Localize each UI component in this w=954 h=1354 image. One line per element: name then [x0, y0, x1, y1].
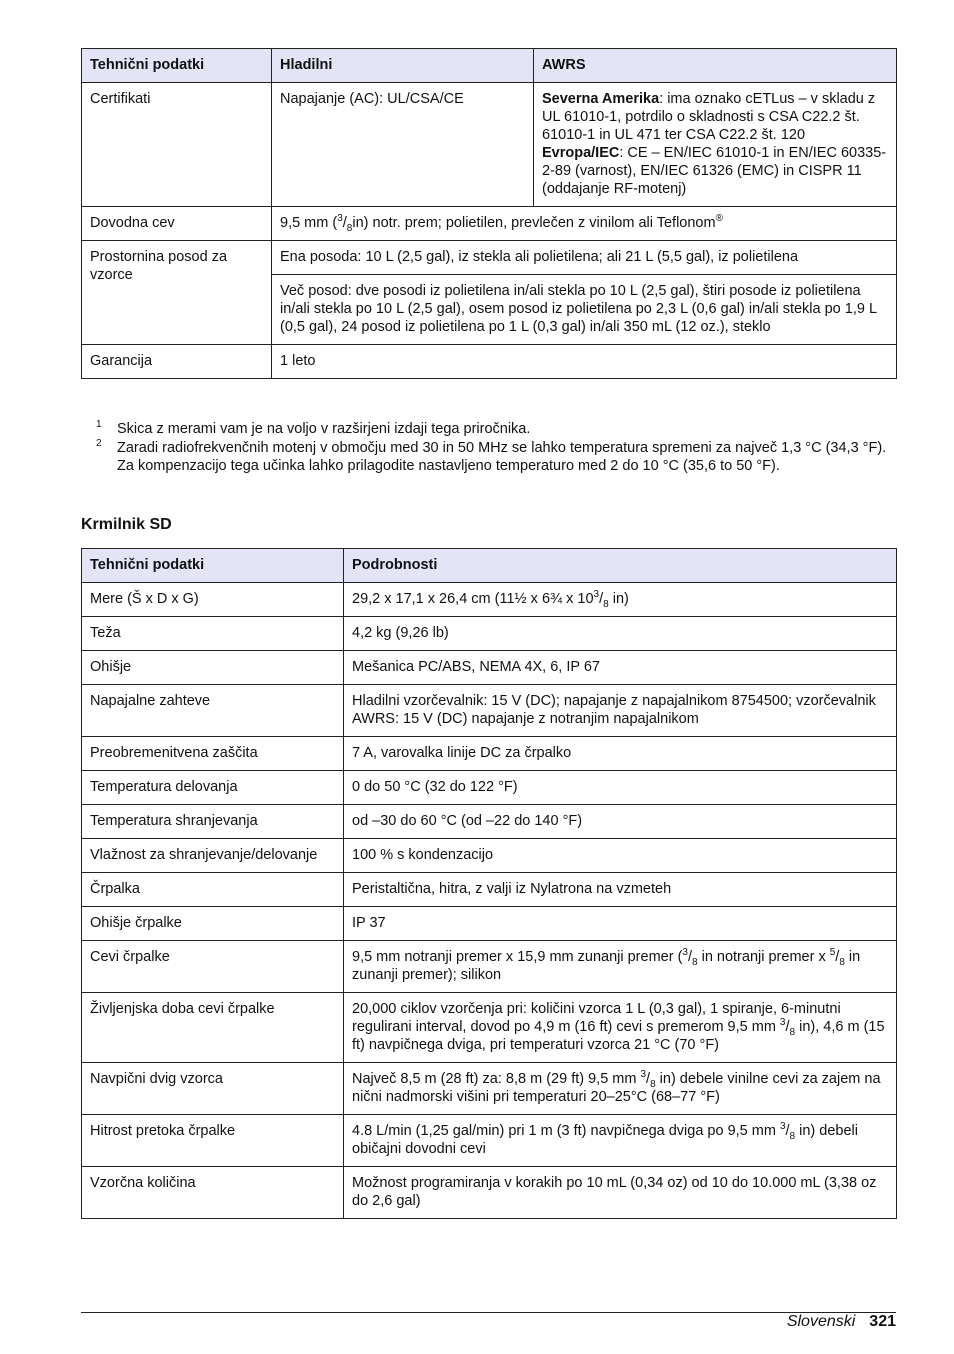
cell-value — [344, 1063, 897, 1115]
table-row — [82, 617, 897, 651]
footnote-text: Skica z merami vam je na voljo v razširjeni izdaji tega priročnika. — [117, 421, 531, 437]
row-label: Ohišje — [82, 651, 344, 685]
region-label: Evropa/IEC — [542, 145, 620, 161]
header-cell: Tehnični podatki — [82, 549, 344, 583]
page-footer — [787, 1313, 896, 1331]
region-label: Severna Amerika — [542, 91, 660, 107]
section-heading: Krmilnik SD — [81, 516, 172, 533]
cell-value — [344, 941, 897, 993]
cell-value: 4,2 kg (9,26 lb) — [344, 617, 897, 651]
table-row — [82, 839, 897, 873]
footnote — [96, 439, 896, 475]
text-part: 29,2 x 17,1 x 26,4 cm (11½ x 6¾ x 10 — [352, 591, 594, 607]
text-part: 20,000 ciklov vzorčenja pri: količini vzorca 1 L (0,3 gal), 1 spiranje, 6-minutni regulirani interval, dovod po 4,9 m (16 ft) cevi s premerom 9,5 mm — [352, 1001, 841, 1035]
row-label: Življenjska doba cevi črpalke — [82, 993, 344, 1063]
fraction-numerator: 3 — [779, 1121, 786, 1133]
footnote-number: 2 — [96, 438, 102, 449]
table-row — [82, 993, 897, 1063]
fraction-denominator: 8 — [839, 956, 845, 968]
fraction-denominator: 8 — [650, 1078, 656, 1090]
fraction-slash: / — [835, 949, 840, 965]
fraction-numerator: 5 — [829, 947, 836, 959]
region-text: : ima oznako cETLus – v skladu z UL 61010-1, potrdilo o skladnosti s CSA C22.2 št. 61010-1 in UL 471 ter CSA C22.2 št. 120 — [542, 91, 876, 143]
cell-value — [344, 993, 897, 1063]
cell-value: Več posod: dve posodi iz polietilena in/ali stekla po 10 L (2,5 gal), štiri posode iz polietilena in/ali stekla po 10 L (2,5 gal), osem posod iz polietilena po 2,3 L (0,6 gal) in/ali stekla po 1,9 L (0,5 gal), 24 posod iz polietilena po 1 L (0,3 gal) in/ali 350 mL (12 oz.), steklo — [272, 275, 897, 345]
cell-value: Mešanica PC/ABS, NEMA 4X, 6, IP 67 — [344, 651, 897, 685]
text-part: 4.8 L/min (1,25 gal/min) pri 1 m (3 ft) navpičnega dviga po 9,5 mm — [352, 1123, 780, 1139]
cell-value: Hladilni vzorčevalnik: 15 V (DC); napajanje z napajalnikom 8754500; vzorčevalnik AWRS: 15 V (DC) napajanje z notranjim napajalnikom — [344, 685, 897, 737]
row-label: Teža — [82, 617, 344, 651]
table-header-row — [82, 49, 897, 83]
fraction-slash: / — [342, 215, 347, 231]
table-row — [82, 873, 897, 907]
row-label: Vlažnost za shranjevanje/delovanje — [82, 839, 344, 873]
fraction-denominator: 8 — [789, 1026, 796, 1038]
text-part: 9,5 mm notranji premer x 15,9 mm zunanji premer ( — [352, 949, 683, 965]
fraction-slash: / — [646, 1071, 651, 1087]
row-label: Črpalka — [82, 873, 344, 907]
fraction-numerator: 3 — [593, 589, 600, 601]
row-label: Napajalne zahteve — [82, 685, 344, 737]
cell-value: Peristaltična, hitra, z valji iz Nylatrona na vzmeteh — [344, 873, 897, 907]
row-label: Dovodna cev — [82, 207, 272, 241]
table-row — [82, 1063, 897, 1115]
text-part: in) — [608, 591, 629, 607]
specs-table-refrigerated-awrs — [81, 48, 897, 379]
text-part: in), 4,6 m (15 ft) navpičnega dviga, pri temperaturi vzorca 21 °C (70 °F) — [352, 1019, 885, 1053]
cell-value: IP 37 — [344, 907, 897, 941]
specs-table-controller — [81, 548, 897, 1219]
text-part: Največ 8,5 m (28 ft) za: 8,8 m (29 ft) 9,5 mm — [352, 1071, 641, 1087]
cell-value: Možnost programiranja v korakih po 10 mL (0,34 oz) od 10 do 10.000 mL (3,38 oz do 2,6 gal) — [344, 1167, 897, 1219]
table-row — [82, 805, 897, 839]
table-row — [82, 241, 897, 275]
row-label: Temperatura shranjevanja — [82, 805, 344, 839]
footnote — [96, 420, 896, 438]
row-label: Ohišje črpalke — [82, 907, 344, 941]
table-header-row — [82, 549, 897, 583]
row-label: Vzorčna količina — [82, 1167, 344, 1219]
table-row — [82, 941, 897, 993]
fraction-numerator: 3 — [337, 213, 343, 225]
row-label: Temperatura delovanja — [82, 771, 344, 805]
row-label: Certifikati — [82, 83, 272, 207]
text-part: in) notr. prem; polietilen, prevlečen z vinilom ali Teflonom — [352, 215, 716, 231]
table-row — [82, 907, 897, 941]
table-row — [82, 583, 897, 617]
fraction-denominator: 8 — [692, 956, 698, 968]
header-cell: AWRS — [534, 49, 897, 83]
cell-value — [344, 583, 897, 617]
cell-value — [272, 207, 897, 241]
table-row — [82, 737, 897, 771]
row-label: Cevi črpalke — [82, 941, 344, 993]
row-label: Navpični dvig vzorca — [82, 1063, 344, 1115]
fraction-slash: / — [599, 591, 604, 607]
text-part: in) debeli običajni dovodni cevi — [352, 1123, 858, 1157]
fraction-slash: / — [785, 1123, 790, 1139]
cell-value: Napajanje (AC): UL/CSA/CE — [272, 83, 534, 207]
table-row — [82, 207, 897, 241]
cell-value: 100 % s kondenzacijo — [344, 839, 897, 873]
fraction-slash: / — [687, 949, 692, 965]
text-part: in notranji premer x — [697, 949, 830, 965]
table-row — [82, 345, 897, 379]
page-number: 321 — [869, 1313, 896, 1330]
header-cell: Podrobnosti — [344, 549, 897, 583]
text-part: in zunanji premer); silikon — [352, 949, 861, 983]
cell-value: 0 do 50 °C (32 do 122 °F) — [344, 771, 897, 805]
table-row — [82, 685, 897, 737]
cell-value: od –30 do 60 °C (od –22 do 140 °F) — [344, 805, 897, 839]
cell-value — [534, 83, 897, 207]
fraction-slash: / — [785, 1019, 790, 1035]
cell-value — [344, 1115, 897, 1167]
fraction-denominator: 8 — [346, 222, 353, 234]
region-text: : CE – EN/IEC 61010-1 in EN/IEC 60335-2-89 (varnost), EN/IEC 61326 (EMC) in CISPR 11 (oddajanje RF-motenj) — [542, 145, 887, 197]
fraction-numerator: 3 — [779, 1017, 786, 1029]
cell-value: 7 A, varovalka linije DC za črpalko — [344, 737, 897, 771]
table-row — [82, 771, 897, 805]
table-row — [82, 651, 897, 685]
table-row — [82, 83, 897, 207]
row-label: Garancija — [82, 345, 272, 379]
fraction-denominator: 8 — [789, 1130, 796, 1142]
registered-mark: ® — [715, 213, 723, 225]
footer-language: Slovenski — [786, 1313, 856, 1330]
footnote-number: 1 — [96, 419, 102, 430]
text-part: in) debele vinilne cevi za zajem na nični nadmorski višini pri temperaturi 20–25°C (68–77 °F) — [352, 1071, 881, 1105]
table-row — [82, 1115, 897, 1167]
header-cell: Hladilni — [272, 49, 534, 83]
fraction-numerator: 3 — [640, 1069, 647, 1081]
cell-value: 1 leto — [272, 345, 897, 379]
footer-divider — [81, 1312, 896, 1313]
row-label: Hitrost pretoka črpalke — [82, 1115, 344, 1167]
table-row — [82, 1167, 897, 1219]
row-label: Prostornina posod za vzorce — [82, 241, 272, 345]
header-cell: Tehnični podatki — [82, 49, 272, 83]
row-label: Preobremenitvena zaščita — [82, 737, 344, 771]
footnote-text: Zaradi radiofrekvenčnih motenj v območju med 30 in 50 MHz se lahko temperatura spremeni za največ 1,3 °C (34,3 °F). Za kompenzacijo tega učinka lahko prilagodite nastavljeno temperaturo med 2 do 10 °C (35,6 to 50 °F). — [117, 440, 887, 474]
row-label: Mere (Š x D x G) — [82, 583, 344, 617]
fraction-denominator: 8 — [603, 598, 609, 610]
cell-value: Ena posoda: 10 L (2,5 gal), iz stekla ali polietilena; ali 21 L (5,5 gal), iz polietilena — [272, 241, 897, 275]
text-part: 9,5 mm ( — [280, 215, 338, 231]
fraction-numerator: 3 — [682, 947, 688, 959]
